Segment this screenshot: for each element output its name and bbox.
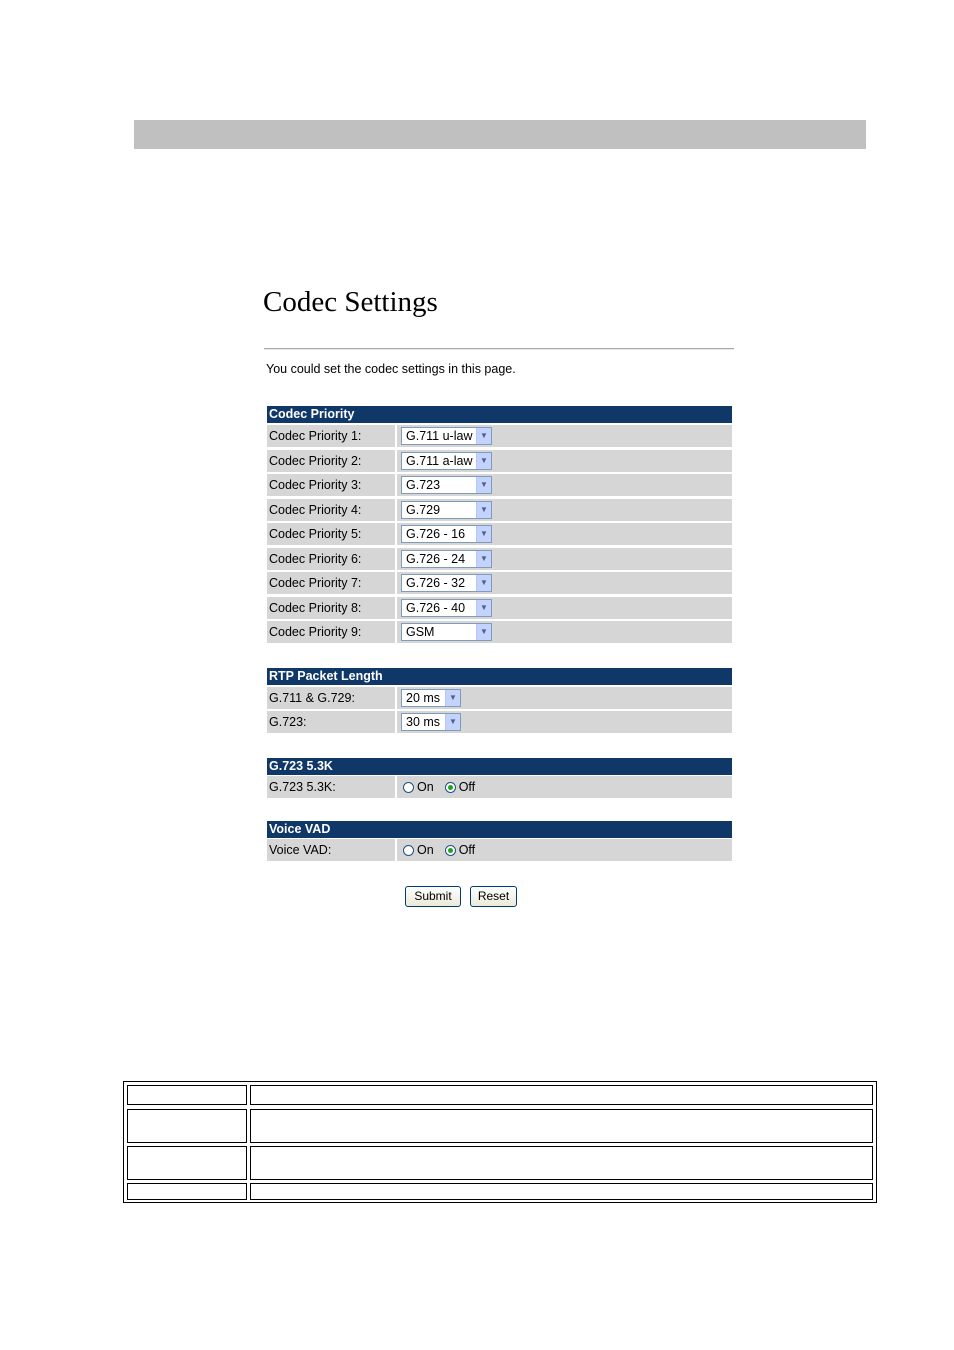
chevron-down-icon[interactable]: ▼ [476,477,491,493]
section-header-g723-53k: G.723 5.3K [267,758,732,775]
g723-53k-row [267,776,732,798]
codec-priority-row-8 [267,597,732,619]
vad-off-label[interactable]: Off [458,843,476,857]
submit-button[interactable]: Submit [405,886,461,907]
codec-priority-9-select[interactable] [401,623,492,641]
rtp-g711-g729-select[interactable] [401,689,461,707]
chevron-down-icon[interactable]: ▼ [476,526,491,542]
table-cell [127,1183,247,1200]
g723-on-radio-icon[interactable] [403,782,414,793]
reset-button[interactable]: Reset [470,886,517,907]
chevron-down-icon[interactable]: ▼ [476,575,491,591]
g723-53k-radio-group [403,780,486,794]
select-value: G.726 - 16 [406,527,466,541]
codec-priority-1-select[interactable] [401,427,492,445]
table-cell [127,1146,247,1180]
section-header-voice-vad: Voice VAD [267,821,732,838]
intro-text: You could set the codec settings in this page. [266,362,516,376]
codec-priority-7-select[interactable] [401,574,492,592]
select-value: G.729 [406,503,441,517]
chevron-down-icon[interactable]: ▼ [476,600,491,616]
g723-on-label[interactable]: On [417,780,434,794]
rtp-g723-select[interactable] [401,713,461,731]
codec-priority-6-select[interactable] [401,550,492,568]
codec-priority-label: Codec Priority 5: [267,523,397,545]
table-cell [127,1109,247,1143]
codec-priority-row-5 [267,523,732,545]
chevron-down-icon[interactable]: ▼ [476,453,491,469]
page-title: Codec Settings [263,286,438,318]
voice-vad-row [267,839,732,861]
codec-priority-4-select[interactable] [401,501,492,519]
section-header-codec-priority: Codec Priority [267,406,732,423]
section-header-rtp-packet-length: RTP Packet Length [267,668,732,685]
g723-53k-label: G.723 5.3K: [267,776,397,798]
table-cell [250,1085,873,1105]
select-value: GSM [406,625,435,639]
select-value: G.726 - 32 [406,576,466,590]
select-value: G.711 u-law [406,429,473,443]
rtp-label: G.711 & G.729: [267,687,397,709]
select-value: G.711 a-law [406,454,473,468]
select-value: G.726 - 24 [406,552,466,566]
codec-priority-row-2 [267,450,732,472]
select-value: 30 ms [406,715,441,729]
select-value: G.723 [406,478,441,492]
codec-priority-label: Codec Priority 9: [267,621,397,643]
codec-priority-label: Codec Priority 1: [267,425,397,447]
codec-priority-label: Codec Priority 8: [267,597,397,619]
codec-priority-5-select[interactable] [401,525,492,543]
codec-priority-label: Codec Priority 3: [267,474,397,496]
codec-priority-label: Codec Priority 7: [267,572,397,594]
table-cell [250,1146,873,1180]
codec-priority-label: Codec Priority 2: [267,450,397,472]
select-value: G.726 - 40 [406,601,466,615]
codec-priority-2-select[interactable] [401,452,492,470]
chevron-down-icon[interactable]: ▼ [445,714,460,730]
table-cell [250,1109,873,1143]
chevron-down-icon[interactable]: ▼ [476,624,491,640]
codec-priority-row-7 [267,572,732,594]
voice-vad-label: Voice VAD: [267,839,397,861]
chevron-down-icon[interactable]: ▼ [476,428,491,444]
table-cell [250,1183,873,1200]
codec-priority-row-6 [267,548,732,570]
title-divider [264,348,734,350]
codec-priority-3-select[interactable] [401,476,492,494]
g723-off-radio-icon[interactable] [445,782,456,793]
codec-priority-8-select[interactable] [401,599,492,617]
top-gray-bar [134,120,866,149]
g723-off-label[interactable]: Off [458,780,476,794]
codec-priority-row-1 [267,425,732,447]
chevron-down-icon[interactable]: ▼ [476,551,491,567]
select-value: 20 ms [406,691,441,705]
vad-on-label[interactable]: On [417,843,434,857]
voice-vad-radio-group [403,843,486,857]
rtp-row-g711-g729 [267,687,732,709]
vad-on-radio-icon[interactable] [403,845,414,856]
codec-priority-row-9 [267,621,732,643]
codec-priority-label: Codec Priority 6: [267,548,397,570]
codec-priority-row-3 [267,474,732,496]
table-cell [127,1085,247,1105]
chevron-down-icon[interactable]: ▼ [445,690,460,706]
codec-priority-row-4 [267,499,732,521]
rtp-label: G.723: [267,711,397,733]
rtp-row-g723 [267,711,732,733]
vad-off-radio-icon[interactable] [445,845,456,856]
codec-priority-label: Codec Priority 4: [267,499,397,521]
description-table [123,1081,877,1203]
chevron-down-icon[interactable]: ▼ [476,502,491,518]
